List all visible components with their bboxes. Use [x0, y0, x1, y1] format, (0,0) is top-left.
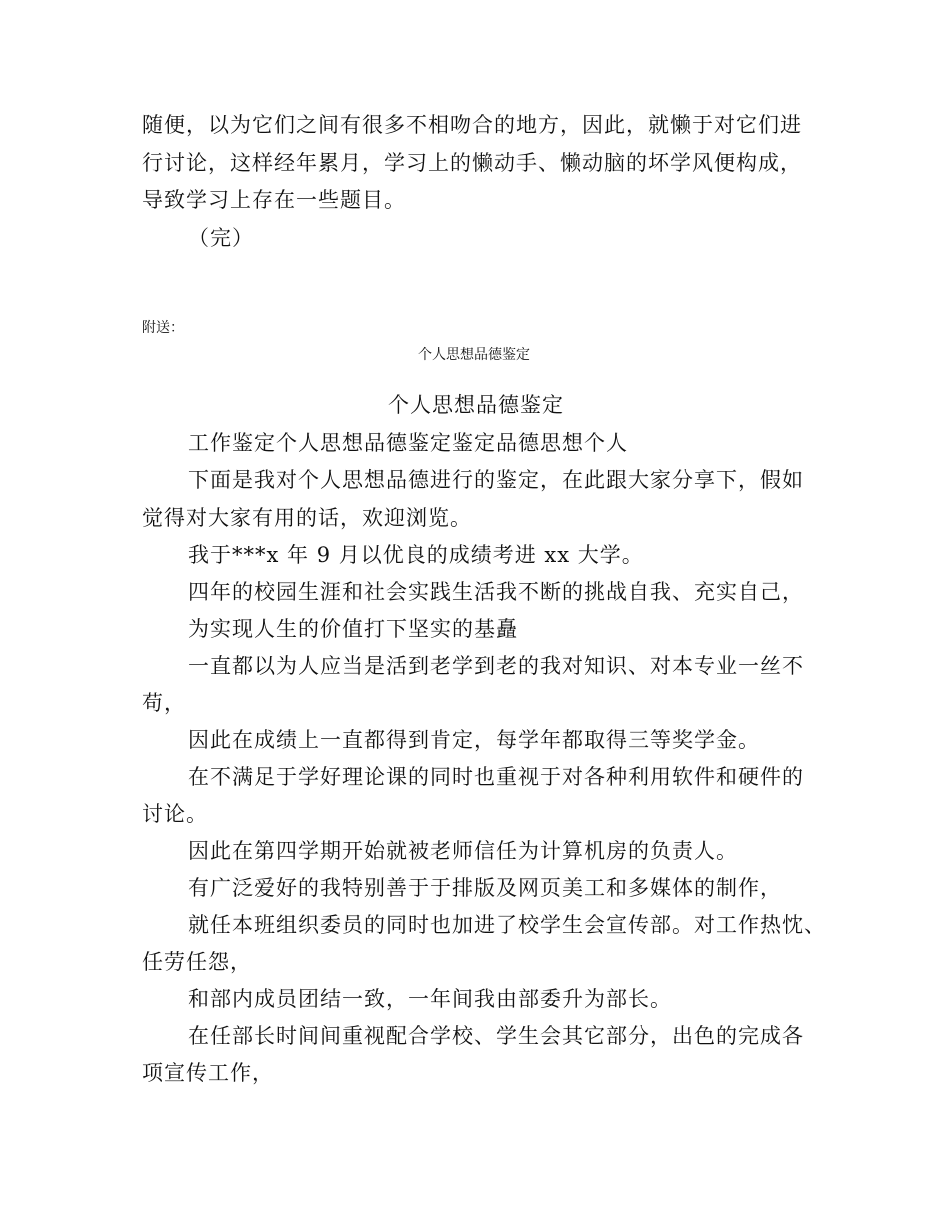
body-line: 下面是我对个人思想品德进行的鉴定，在此跟大家分享下，假如: [188, 468, 804, 492]
body-line: 有广泛爱好的我特别善于于排版及网页美工和多媒体的制作，: [188, 876, 782, 900]
continuation-line-2: 行讨论，这样经年累月，学习上的懒动手、懒动脑的坏学风便构成，: [142, 151, 802, 175]
body-line: 一直都以为人应当是活到老学到老的我对知识、对本专业一丝不: [188, 654, 804, 678]
body-line: 在任部长时间间重视配合学校、学生会其它部分，出色的完成各: [188, 1024, 804, 1048]
body-line: 讨论。: [142, 802, 208, 826]
end-mark: （完）: [188, 226, 254, 250]
body-line: 因此在第四学期开始就被老师信任为计算机房的负责人。: [188, 839, 738, 863]
body-line: 我于***x 年 9 月以优良的成绩考进 xx 大学。: [188, 543, 644, 567]
body-line: 和部内成员团结一致，一年间我由部委升为部长。: [188, 987, 672, 1011]
continuation-line-1: 随便，以为它们之间有很多不相吻合的地方，因此，就懒于对它们进: [142, 113, 802, 137]
body-line: 苟，: [142, 691, 186, 715]
appendix-label: 附送：: [142, 320, 184, 336]
body-line: 在不满足于学好理论课的同时也重视于对各种利用软件和硬件的: [188, 765, 804, 789]
body-line: 为实现人生的价值打下坚实的基矗: [188, 617, 518, 641]
body-line: 四年的校园生涯和社会实践生活我不断的挑战自我、充实自己，: [188, 580, 804, 604]
small-title: 个人思想品德鉴定: [418, 347, 530, 363]
body-line: 因此在成绩上一直都得到肯定，每学年都取得三等奖学金。: [188, 728, 760, 752]
body-line: 觉得对大家有用的话，欢迎浏览。: [142, 506, 472, 530]
continuation-line-3: 导致学习上存在一些题目。: [142, 188, 406, 212]
body-line: 任劳任怨，: [142, 950, 252, 974]
main-title: 个人思想品德鉴定: [388, 393, 564, 417]
body-line: 项宣传工作，: [142, 1061, 274, 1085]
body-line: 工作鉴定个人思想品德鉴定鉴定品德思想个人: [188, 431, 628, 455]
body-line: 就任本班组织委员的同时也加进了校学生会宣传部。对工作热忱、: [188, 913, 826, 937]
